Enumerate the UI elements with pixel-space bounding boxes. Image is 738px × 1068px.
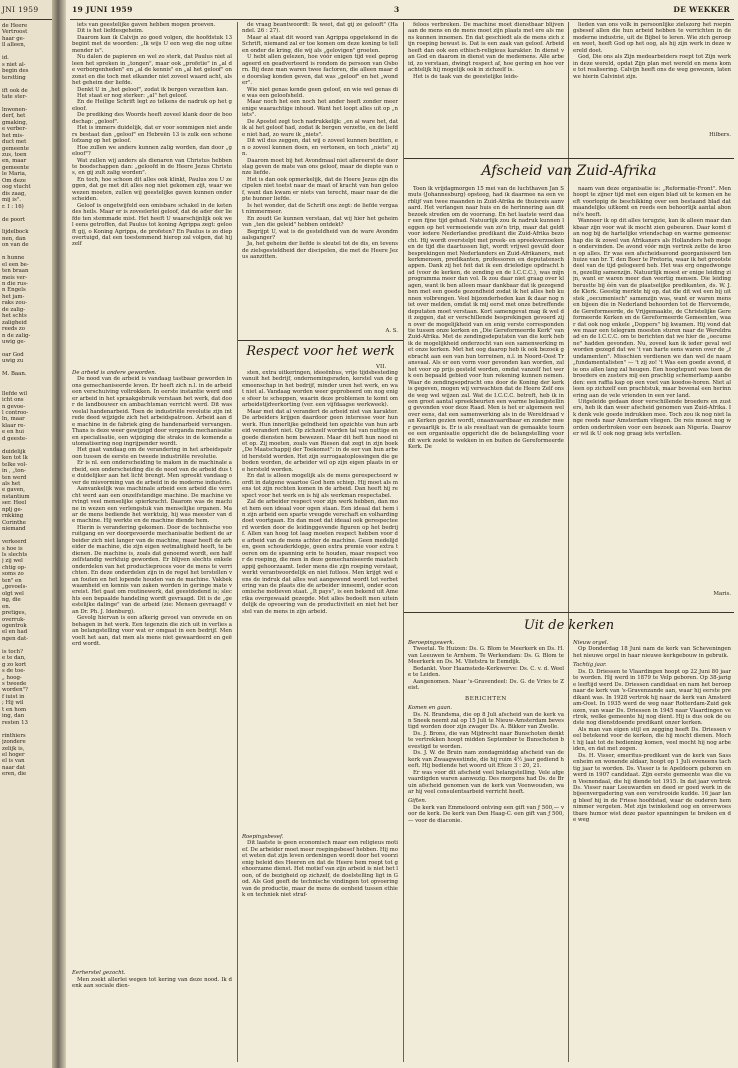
paragraph: Hierin is verandering gekomen. Door de technische vooruitgang en ver doorgevoerde mechanisatie bedient de arbeider zich niet langer van de machine, maar heeft de arbeider de machine, die zijn eigen wetmatigheid heeft, te bedienen. De machine is, zoals dat genoemd wordt, een halfzelfstandig werktuig geworden. Er blijven slechts enkele onderdelen van het productieproces voor de mens te verrichten. En deze onderdelen zijn in de regel het terstellen van fouten en het lopende houden van de machine. Vakbekwaamheid en kennis van zaken worden in geringe mate vereist. Het gaat om routinewerk, dat geestdodend is; slechts een bepaalde handeling wordt gevraagd. Dit is de „geestelijke dalinge" van de arbeid (zie: Mensen gevraagd! van Dr. Ph. J. Idenburg). [72,524,232,615]
paragraph: e te dan, [2,655,26,662]
paragraph: el een be- [2,261,29,268]
paragraph: zelijk is, [2,745,25,752]
previous-page-edge [0,0,52,1068]
paragraph: zus, toen [2,152,27,159]
paragraph: Bedankt. Voor Haamstede-Kerkwerve: Ds. C. v. d. Weele te Leiden. [408,665,564,679]
paragraph: De nood van de arbeid is vandaag tastbaar geworden in ons gemechaniseerde leven. Er heeft zich n.l. in de arbeid een verschuiving voltrokken. In eerste instantie werd onder arbeid in het spraakgebruik verstaan het werk, dat door de landbouwer en ambachtsman verricht werd. Dit was veelal handenarbeid. Toen de industriële revolutie zijn intrede deed wijzigde zich het arbeidspatroon. Arbeid aan de machine in de fabriek ging de handenarbeid vervangen. Thans is deze weer gewijzigd door verganda mechanisatie en specialisatie, een wijziging die straks in de komende automatisering nog ingrijpender wordt. [72,376,232,447]
paragraph: zaligheid [2,319,27,326]
paragraph: het mis- [2,132,24,139]
paragraph: ten" en [2,577,22,584]
paragraph: Aanvankelijk was machinale arbeid een arbeid die verricht werd aan een onzelfstandige machine. De machine vervingt veel menselijke spierkracht. Daarom was de machine in wezen een verlengstuk van menselijke organen. Maar de mens bediende het werktuig, hij was meester van de machine. Hij werkte en de machine diende hem. [72,486,232,525]
paragraph: verkeerd [2,539,27,546]
paragraph: Denkt U in „het geloof", zodat ik bergen verzetten kan. [77,86,228,93]
paragraph: Daarom kan ik Calvijn zo goed volgen, die hoofdstuk 13 begint met de woorden: „Ik wijs U een weg die nog uitnemender is". [72,34,232,54]
paragraph: en. [2,603,11,610]
kerken-berichten: BERICHTEN [465,695,507,702]
paragraph: „ hoog- [2,674,22,681]
paragraph: ser. Heel [2,500,27,507]
paragraph: n Engels [2,287,26,294]
paragraph: n de zalig- [2,332,31,339]
paragraph: oar God [2,352,24,358]
respect-subhead: Eerherstel gezocht. [72,970,126,977]
paragraph: chtig op- [2,564,27,571]
paragraph: en, maar [2,158,27,165]
paragraph: ing, dan [2,713,25,720]
paragraph: in , „ton- [2,468,26,475]
kerken-col2 [573,640,731,1062]
paragraph: Wie niet genas kende geen geloof, en wie wel genas die was een geloofsheld. [242,86,398,99]
paragraph: g zo kort [2,661,27,668]
paragraph: Vertroost [2,29,28,36]
paragraph: t en hom [2,706,27,713]
paragraph: gmaking, [2,119,28,126]
paragraph: Uitgeleide gedaan door verschillende broeders en zusters, heb ik dan weer afscheid genomen van Zuid-Afrika. Ik denk vele goede indrukken mee. Toch zou ik nog niet lange reeds naar Amsterdam vliegen. De reis moest nog worden onderbroken voor een bezoek aan Nigeria. Daarover wil ik U ook nog graag iets vertellen. [573,398,731,438]
paragraph: Hoe zullen we anders kunnen zalig worden, dan door „geloof"? [72,144,232,158]
paragraph: Het is immers duidelijk, dat er voor sommigen niet anders bestaat dan „geloof" en Hebreën 13 is zulk een schone lofzang op het geloof. [72,125,232,145]
paragraph: olgt wel [2,590,24,597]
afscheid-title: Afscheid van Zuid-Afrika [481,163,657,179]
paragraph: terstting [2,74,26,81]
paragraph: Dit wil dus zeggen, dat wij o zoveel kunnen bezitten, en o zoveel kunnen doen, en vertonen, en toch „niets" zijn. [242,138,398,158]
paragraph: Er is nl. een onderscheiding te maken in de machinale arbeid, een onderscheiding die de nood van de arbeid dus te duidelijker aan het licht brengt. Men spreekt vandaag over de misvorming van de arbeid in de moderne industrie. [72,460,232,486]
paragraph: de vraag beantwoordt: Ik weet, dat gij ze gelooft" (Handel. 26 : 27). [242,22,398,35]
paragraph: Daarom moet bij het Avondmaal niet allereerst de doorslag geven de mate van ons geloof, maar de diepte van onze liefde. [242,157,398,177]
paragraph: gemeente [2,145,29,152]
article-signature: A. S. [385,328,398,334]
paragraph: De prediking des Woords heeft zoveel klank door de boodschap: „geloof". [72,112,232,125]
paragraph: Ds. D. Driessen te Vlaardingen hoopt op 22 Juni 80 jaar te worden. Hij werd in 1879 te Velp geboren. Op 38-jarige leeftijd werd Ds. Driessen candidaat en nam het beroep naar de kerk van 's-Gravenzande aan, waar hij eerste predikant was. In 1928 vertrok hij naar de kerk van Amsterdam-Oost. In 1935 werd de weg naar Rotterdam-Zuid gekozen, van waar Ds. Driessen in 1945 naar Vlaardingen vertrok, welke gemeente hij nog dient. Hij is dus ook de oudste nog dienstdoende predikant onzer kerken. [573,668,731,727]
paragraph: overruk- [2,616,26,623]
paragraph: eren, die [2,771,27,778]
paragraph: uwig zu [2,358,24,365]
paragraph: meis ver- [2,274,28,281]
paragraph: De kerk van Emmeloord ontving een gift van ƒ 500,— voor de kerk. De kerk van Den Haag-C. een gift van ƒ 500,— voor de diaconie. [408,804,564,824]
previous-page-header: JNI 1959 [2,5,39,14]
section-rule [404,158,734,159]
paragraph: Wat zullen wij anders als dienaren van Christus hebben te boodschappen dan: „geloofd in de Heere Jezus Christus, en gij zult zalig worden". [72,157,232,177]
paragraph: uwig ge- [2,339,26,346]
book-gutter [52,0,66,1068]
continued-article-col4 [573,22,731,152]
paragraph: dis zaag, [2,190,27,197]
respect-number: VII. [376,364,387,370]
continued-article-col2 [242,22,398,340]
paragraph: naar dat [2,764,26,771]
article-signature: Hilbers. [709,132,731,138]
paragraph: Ds. N. Brandsma, die op 8 Juli afscheid van de kerk van Sneek neemt zal op 15 Juli te Nieuw-Amsterdam bevestigd worden door zijn zwager Ds. A. Bikker van Zwolle. [408,711,564,731]
paragraph: als het [2,481,21,487]
paragraph: rnkking [2,513,24,520]
paragraph: Als man van eigen stijl en zegging heeft Ds. Driessen veel betekend voor de kerken, die hij mocht dienen. Mocht hij laat tot de bediening komen, veel mocht hij nog arbeiden, en dat met zegen. [573,726,731,753]
paragraph: Het staat er nog sterker: „al" het geloof. [77,92,188,99]
paragraph: l controo- [2,410,29,417]
paragraph: Ds. J. W. de Bruin nam zondagmiddag afscheid van de kerk van Zwaagwestinde, die hij ruim 4½ jaar gediend heeft. Hij bediende het woord uit Efeze 3 : 20, 21. [408,750,564,770]
paragraph: Aangenomen. Naar 's-Gravendeel: Ds. G. de Vries te Zeist. [408,678,564,692]
paragraph: derf, het [2,113,26,120]
paragraph: lnwonen- [2,106,28,113]
header-date: 19 JUNI 1959 [72,5,133,14]
paragraph: icht ons [2,397,24,404]
paragraph: n hunne [2,255,25,262]
paragraph: niemand [2,526,26,533]
paragraph: Het gaat vandaag om de verandering in het arbeidspatroon tussen de eerste en tweede industriële revolutie. [72,447,232,460]
paragraph: lijdelbock [2,229,29,236]
paragraph: „gevoels- [2,584,28,591]
respect-subhead: De arbeid is andere geworden. [72,370,157,376]
paragraph: worden"? [2,687,28,694]
paragraph: Maar noch het een noch het ander heeft zonder meer enige waarachtige inhoud. Want het loopt alles uit op „niets". [242,99,398,119]
paragraph: nen, dan [2,235,26,242]
paragraph: duidelijk [2,448,26,455]
paragraph: ken tot lk [2,455,28,462]
paragraph: En de Heilige Schrift legt zo telkens de nadruk op het geloof. [72,99,232,112]
paragraph: ten braan [2,268,29,275]
paragraph: r. I : 16) [2,203,24,210]
continued-article-col3 [408,22,564,152]
paragraph: Om deze [2,177,26,184]
kerken-subhead: Komen en gaan. [408,705,453,712]
paragraph: begin des [2,68,29,75]
newspaper-page [66,0,738,1068]
paragraph: s niet al- [2,61,26,68]
paragraph: het schts [2,313,27,320]
paragraph: En dat is alleen mogelijk als de mens gerespecteerd wordt in datgene waartoe God hem schiep. Hij moet als mens tot zijn rechten komen in de arbeid. Dan heeft hij respect voor het werk en is hij als werkman respectabel. [242,473,398,499]
paragraph: sten, extra uitkeringen, ideeënbus, vrije tijdsbesteding vanuit het bedrijf, ondernemingsraden, kerstel van de gemeenschap in het bedrijf, minder uren het werk, en wat niet al. Vandaag worden weer geprobeerd om nog enige sfeer te scheppen, waarin deze problemen te komt om arbeidstijdverkorting (ver. een vijfdaagse werkweek). [242,370,398,409]
paragraph: Ds. J. Brons, die van Mijdrecht naar Bunschoten denkt te vertrekken hoopt midden September te Bunschoten bevestigd te worden. [408,730,564,750]
paragraph: ogentrok [2,622,27,629]
paragraph: rinthiers [2,732,26,739]
paragraph: tate ster- [2,93,27,100]
paragraph: soms zo [2,571,24,578]
paragraph: Geloof is ongetwijfeld een omisbare schakel in de keten des heils. Maar er is zoveelerlei geloof, dat de ader der liefde ten stemmade mist. Het heeft U waarschijnlijk ook wel eens getroffen, dat Paulus tot koning Agrippa zegt: gelooft gij, o Koning Agrippa, de profeten? En Paulus is zo diep overtuigd, dat een toestemmend hierop zal volgen, dat hij zelf [72,202,232,248]
paragraph: Corinthe [2,519,26,526]
paragraph: nstantium [2,493,30,500]
paragraph: ift ook de [2,87,28,94]
paragraph: Dit is het liefdesgeheim. [77,28,144,35]
paragraph: Het is de taak van de geestelijke leids- [413,73,519,80]
paragraph: klaar re- [2,422,26,429]
paragraph: Zal de arbeider respect voor zijn werk hebben, dan moet hem een ideaal voor ogen staan. Een ideaal dat hem in zijn arbeid een sparte vreugde verschaft en volharding doet voortgaan. En dan moet dat ideaal ook gerespecteerd worden door de leidinggevende figuren op het bedrijf. Allen van hoog tot laag moeten respect hebben voor de arbeid van de mens achter de machine. Geen medelijden, geen schouderklopje, geen extra premie voor extra toeren om de spanning erin te houden, maar respect voor de roeping, die men in deze gemechaniseerde maatschappij gehoorzaamt. Ieder mens die zijn roeping verstaat, werkt verantwoordelijk en niet futloos. Men krijgt wel eens de indruk dat alles wat aangewend wordt tot verbetering van de plaats die de arbeider inneemt, onder economische motieven staat. „It pays", is een bekend uit Amerika overgewaaid gezegde. Met alles bedoelt men uiteindelijk de opvoering van de productiviteit en niet het herstel van de mens in zijn arbeid. [242,499,398,615]
paragraph: gemeente [2,164,29,171]
paragraph: Er was voor dit afscheid veel belangstelling. Vele afgevaardigden waren aanwezig. Des morgens had Ds. de Bruin afscheid genomen van de kerk van Veenwouden, waar hij veel consulentsarbeid verricht heeft. [408,769,564,795]
paragraph: reeds zo [2,326,25,333]
previous-page-text [2,23,50,1063]
paragraph: el is van [2,758,25,765]
paragraph: e gaven, [2,487,25,494]
paragraph: llefde wil [2,390,28,397]
paragraph: iets van geestelijke gaven hebben mogen proeven. [77,22,216,28]
paragraph: el hoger [2,751,25,758]
respect-title: Respect voor het werk [246,344,395,359]
respect-col1 [72,370,232,1062]
paragraph: Op Donderdag 18 Juni nam de kerk van Scheveningen het nieuwe orgel in haar nieuwe kerkgebouw in gebruik. [573,646,731,659]
paragraph: En toch, hoe schoon dit alles ook klinkt, Paulus zou U zeggen, dat ge met dit alles nog niet gekomen zijt, waar we wezen moeten, zullen wij geestelijke gaven kunnen onderscheiden. [72,176,232,203]
paragraph: raks zou- [2,300,27,307]
paragraph: id. [2,55,9,62]
paragraph: Begrijpt U, wat is de gesteldheid van de ware Avondmaalsganger? [242,228,398,241]
paragraph: naam van deze organisatie is: „Reformatie-Front". Men hoopt te zijner tijd met een eigen blad uit te komen en heeft voorlopig de beschikking over een bestaand blad dat maandelijks uitkomt en reeds een behoorlijk aantal abonné's heeft. [573,186,731,218]
kerken-title: Uit de kerken [523,618,615,633]
paragraph: e en hui [2,429,24,436]
kerken-subhead: Nieuw orgel. [573,640,609,646]
paragraph: d geeste- [2,435,27,442]
paragraph: Maar al staat dit woord van Agrippa opgetekend in de Schrift, niemand zal er toe komen om deze koning te tellen onder de kring, die wij als „gelovigen" groeten. [242,34,398,54]
kerken-subhead: Tachtig jaar. [573,662,607,669]
paragraph: ; Hij wil [2,700,24,707]
paragraph: mij is". [2,197,21,204]
kerken-col1 [408,640,564,1062]
paragraph: M. Baan. [2,371,27,378]
paragraph: duct met [2,139,27,146]
continued-article-col1 [72,22,232,334]
kerken-subhead: Giften. [408,798,427,805]
respect-col2 [242,370,398,1062]
paragraph: De Apostel zegt toch nadrukkelijk: „en al ware het, dat ik al het geloof had, zodat ik bergen verzette, en de liefde niet had, zo ware ik „niets". [242,118,398,138]
paragraph: n gevoe- [2,403,26,410]
paragraph: pretiges, [2,610,27,617]
paragraph: ngen dat- [2,635,28,642]
paragraph: Gevolg hiervan is een afkerig gevoel van onvrede en onbehagen in het werk. Een tegenzin die zich uit in verlies aan belangstelling voor wat er omgaat in een bedrijf. Men voelt het aan, dat men als mens niet gewaardeerd en geëerd wordt. [72,615,232,648]
paragraph: Wanneer ik op dit alles terugzie, kan ik alleen maar dankbaar zijn voor wat ik mocht zien gebeuren. Daar komt dan nog bij de hartelijke vriendschap en warme gemeenschap die ik zowel van Afrikaners als Hollanders heb mogen ondervinden. De avond vóór mijn vertrek zette de kroon op alles. Er was een afscheidsavond georganiseerd ten huize van br. T. den Boer te Pretoria, waar ik het grootste deel van de tijd gelogeerd heb. Het was erg ongedwongen, gezellig samenzijn. Natuurlijk moest er enige leiding zijn, want er waren meer dan veertig mensen. Die leiding berustte bij één van de plaatselijke predikanten, ds. W. J. de Klerk. Geestig merkte hij op, dat die dit wel een bij uitstek „oecumenisch" samenzijn was, want er waren mensen bijeen die in Nederland behoorden tot de Hervormde, de Gereformeerde, de Vrijgemaakte, de Christelijke Gereformeerde Kerken en de Gereformeerde Gemeenten, waar dat ook nog enkele „Doppers" bij kwamen. Hij vond dat we maar een telegram moesten sturen naar de Wereldraad en de I.C.C.C. om te berichten dat we hier de „oecumene" hadden gevonden. Nu, zoveel kan ik ieder geval wel worden gezegd dat we 't van harte eens waren over de „fundamenten". Misschien verdienen we dan wel de naam „fundamentalisten" — 't zij zo! 't Was een goede avond, die ons allen lang zal heugen. Een hoogtepunt was toen de broeders en zusters mij een prachtig schemerlamp aanboden: een raffia kap op een voet van koedoe-horen. Niet alleen op zichzelf een prachtstuk, maar bovenal een herinnering aan de vele vrienden in een ver land. [573,218,731,399]
paragraph: nplj ge- [2,506,23,513]
paragraph: haar ge- [2,35,25,42]
paragraph: God, Die ons als Zijn medearbeiders roept tot Zijn werk in deze wereld, opdat Zijn plan met wereld en mens kome tot realisering. Calvijn heeft ons de weg gewezen, laten we hierin Calvinist zijn. [573,54,731,80]
paragraph: feloos verbreken. De machine moet dienstbaar blijven aan de mens en de mens moet zijn plaats met ere als mens kunnen innemen. En dat geschiedt als de mens zich zijn roeping bewust is. Dat is een zaak van geloof. Arbeid heeft dan ook een ethisch-religieus karakter. In dienst van God en daarom in dienst van de medemens. Alle arbeid, zo verstaan, dwingt respect af, hoe gering en hoe verachtelijk hij mogelijk ook in zichzelf is. [408,22,564,74]
paragraph: Men zoekt allerlei wegen tot kering van deze nood. Ik denk aan sociale dien- [72,976,232,990]
paragraph: Tweetal. Te Huizen: Ds. G. Blom te Meerkerk en Ds. H. van Leeuwen te Arnhem. Te Werkendam: Ds. G. Blom te Meerkerk en Ds. M. Vlietstra te Eemdijk. [408,646,564,666]
paragraph: de Heere [2,23,28,29]
kerken-subhead: Beroepingswerk. [408,640,455,646]
paragraph: jzondere [2,739,26,746]
paragraph: j zij wel [2,558,23,565]
paragraph: het jam- [2,293,25,300]
paragraph: Dit laatste is geen economisch maar een religieus motief. De arbeider moet meer roepingsbesef hebben. Hij moet weten dat zijn leven ordeningen wordt door het voorzienig beleid des Heeren en dat de Heere hem roept tot gehoorzame dienst. Het motief van zijn arbeid is niet het loon, of de bezigheid op zichzelf, de doelstelling ligt in God. Als God geeft de technische vindingen tot opvoering van de productie, maar de mens de eenheid tussen ethiek en techniek niet straf- [242,840,398,899]
paragraph: el en had [2,629,28,636]
paragraph: n die rus- [2,281,28,288]
afscheid-col2 [573,186,731,606]
paragraph: s hoe is [2,545,23,552]
section-rule [404,612,734,613]
paragraph: oog vlucht [2,184,31,191]
paragraph: ln, maar [2,416,25,423]
paragraph: lieden van ons volk in persoonlijke zielszorg het roepingsbesef allen die hun arbeid hebben te verrichten in de moderne industrie, uit de Bijbel te leren. Wie zich geroepen weet, heeft God op het oog, als hij zijn werk in deze wereld doet. [573,22,731,54]
paragraph: Maar met dat al verandert de arbeid niet van karakter. De arbeiders krijgen daardoor geen interesse voor hun werk. Hun innerlijke geïndheid ten opzichte van hun arbeid verandert niet. Op zichzelf worden tal van nuttige en goede diensten hem bewezen. Maar dit heft hun nood niet op. Zij moeten, zoals van Riesen dat zegt in zijn boek „De Maatschappij der Toekomst": in de eer van hun arbeid hersteld worden. Het zijn surrogaatoplossingen die geboden worden, de arbeider wil op zijn eigen plaats in ere hersteld worden. [242,408,398,473]
afscheid-signature: Maris. [713,591,731,597]
column-rule [237,22,238,1062]
respect-subhead: Roepingsbesef. [242,834,284,840]
paragraph: ten werd [2,474,27,481]
afscheid-col1 [408,186,564,606]
paragraph: ll alleen, [2,42,26,49]
paragraph: Nu dalen de papieren en wel zo sterk, dat Paulus niet alleen het spreken in „tongen", maar ook „profetie" in „al de verborgenheden" en „al de kennis" en „al het geloof" onzonst en die toch met elkander niet zoveel waard acht, als het geheim der liefde. [72,54,232,87]
paragraph: Toen ik vrijdagmorgen 15 mei van de luchthaven Jan Smuts (Johannesburg) opsteeg, had ik daarmee na een verblijf van twee maanden in Zuid-Afrika de thuisreis aanvaard. Het verlangen naar huis en de herinnering aan dit bezoek streden om de voorrang. En het laatste werd daar een fijne tijd gehad. Natuurlijk zou ik nadruk kunnen leggen op het vermoeiende van zo'n trip, maar dat geldt voor iedere Nederlandse predikant die Zuid-Afrika bezocht. Hij wordt overstelpt met preek- en spreekverzoeken en de tijd die daartussen ligt, wordt vrijwel gevuld door besprekingen met Nederlanders en Zuid-Afrikaners, met kerkmensen, predikanten, professoren en deputatenschappen. Dank zij het feit dat ik een drieledige opdracht had (voor de kerken, de zending en de I.C.C.C.), was mijn programma meer dan vol. Ik zou daar niet graag over klagen, want ik ben alleen maar dankbaar dat ik gezegend ben met een goede gezondheid zodat ik het alles heb kunnen volbrengen. Veel bijzonderheden kan ik daar nog niet over melden, omdat ik mij eerst met onze betreffende deputaten moet verstaan. Kort samengevat mag ik wel dit zeggen, dat er verschillende besprekingen gevoerd zijn over de mogelijkheid van en enig verste correspondentie tussen onze kerken en „Die Gereformeerde Kerk" van Zuid-Afrika. Met de zendingsdeputaten van die kerk heb ik de mogelijkheid onderzocht van een samenwerking met onze kerken. Met het oog daarop heb ik ook bezoek gebracht aan een van hun terreinen, n.l. in Noord-Oost Transvaal. Als er een vorm voor gevonden kan worden, zal het voor op prijs gesteld worden, omdat vanzelf het werk een bepaald gebied voor hun rekening kunnen nemen. Waar de zendingsopdracht ons door de Koning der kerk is gegeven, mogen wij verwachten dat de Heere Zelf ons de weg wel wijzen zal. Wat de I.C.C.C. betreft, heb ik in een groot aantal spreekbeurten een warme belangstelling gevonden voor deze Raad. Men is het er algemeen wel over eens, dat een samenwerking als in de Wereldraad van Kerken gezien wordt, onaanvaardbaar en zonder meer gevaarlijk is. Er is als resultaat van de gemaakte tournee een organisatie opgericht die de belangstelling voor dit werk zoekt te wekken in en buiten de Gereformeerde Kerk. De [408,186,564,451]
paragraph: is toch? [2,648,23,655]
paragraph: le Maria, [2,171,27,178]
header-rule [70,19,734,20]
header-paper-name: DE WEKKER [673,5,730,14]
paragraph: ls slechts [2,551,28,558]
previous-page-rule [0,19,52,20]
paragraph: s de toe- [2,668,26,675]
paragraph: de poort [2,216,26,223]
paragraph: Ds. H. Visser, emeritus-predikant van de kerk van Sassenheim en wonende aldaar, hoopt op 1 Juli eveneens tachtig jaar te worden. Ds. Visser is te Apeldoorn geboren en werd in 1907 candidaat. Zijn eerste gemeente was die van Veenendaal, die hij diende tot 1915. In dat jaar vertrok Ds. Visser naar Leeuwarden en deed er goed werk in de bijeenvergadering van een verstrooide kudde. 16 jaar lang bleef hij in de Friese hoofdstad, waar de ouderen hem nimmer vergeten. Met zijn twinkelend oog en onverwoestbare humor wist deze pastor spanningen te breken en de weg [573,752,731,824]
paragraph: e verber- [2,126,27,133]
paragraph: Is het wonder, dat de Schrift ons zegt: de liefde vergaat nimmermeer. [242,202,398,216]
paragraph: telke vol- [2,461,28,468]
paragraph: s tweede [2,681,27,688]
section-rule [238,340,403,341]
paragraph: En zoudt Ge kunnen verstaan, dat wij hier het geheim van „ten die geleid" hebben ontdekt? [242,215,398,229]
paragraph: Het is dan ook opmerkelijk, dat de Heere Jezus zijn discipelen niet toetst naar de maat of kracht van hun geloof, want dan kwam er niets van terecht, maar naar de diepte hunner liefde. [242,176,398,203]
paragraph: on van de [2,242,29,249]
paragraph: f iuist in [2,693,25,700]
paragraph: ng, die [2,597,21,604]
paragraph: resten 13 [2,719,28,726]
header-page-number: 3 [394,5,400,14]
paragraph: U hebt allen gelezen, hoe vóór enigen tijd veel geprogageerd en geadverteerd is rondom de persoon van Osborn. Bij deze man waren twee factoren, die alleen maar de doorslag konden geven, dat was „geloof" en het „wonder". [242,54,398,87]
paragraph: Ja, het geheim der liefde is sleutel tot de dis, en tevens de zielsgesteldheid der discipelen, die met de Heere Jezus aanzitten. [242,241,398,261]
paragraph: de zalig- [2,306,26,313]
